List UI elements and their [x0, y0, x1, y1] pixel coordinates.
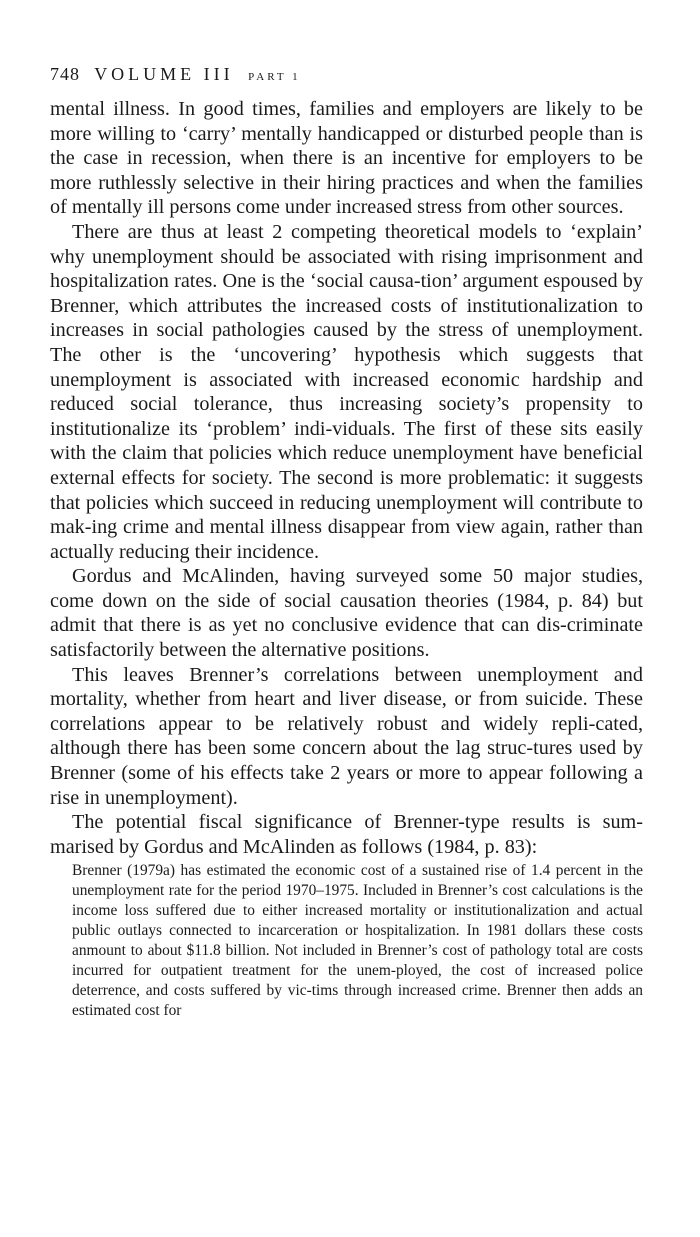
paragraph-continued: mental illness. In good times, families and employers are likely to be more willing to ‘carry’ mentally handicapped or disturbed people than is the case in recession, when there is an incentive for employers to be more ruthlessly selective in their hiring practices and when the families of mentally ill persons come under increased stress from other sources.: [50, 98, 643, 219]
block-quote: Brenner (1979a) has estimated the economic cost of a sustained rise of 1.4 percent in the unemployment rate for the period 1970–1975. Included in Brenner’s cost calculations is the income loss suffered due to either increased mortality or institutionalization and actual public outlays connected to incarceration or hospitalization. In 1981 dollars these costs anmount to about $11.8 billion. Not included in Brenner’s cost of pathology total are costs incurred for outpatient treatment for the unem-ployed, the cost of increased police deterrence, and costs suffered by vic-tims through increased crime. Brenner then adds an estimated cost for: [72, 862, 643, 1019]
paragraph-gordus-mcalinden: Gordus and McAlinden, having surveyed some 50 major studies, come down on the side of social causation theories (1984, p. 84) but admit that there is as yet no conclusive evidence that can dis-criminate satisfactorily between the alternative positions.: [50, 565, 643, 662]
paragraph-fiscal-significance: The potential fiscal significance of Brenner-type results is sum-marised by Gordus and McAlinden as follows (1984, p. 83):: [50, 811, 643, 858]
page-number: 748: [50, 64, 80, 84]
part-label: PART 1: [248, 71, 301, 83]
volume-label: VOLUME III: [94, 64, 234, 84]
running-head: [50, 64, 643, 85]
book-page: [50, 64, 643, 1021]
paragraph-brenner-correlations: This leaves Brenner’s correlations between unemployment and mortality, whether from heart and liver disease, or from suicide. These correlations appear to be relatively robust and widely repli-cated, although there has been some concern about the lag struc-tures used by Brenner (some of his effects take 2 years or more to appear following a rise in unemployment).: [50, 663, 643, 809]
paragraph-competing-models: There are thus at least 2 competing theoretical models to ‘explain’ why unemployment should be associated with rising imprisonment and hospitalization rates. One is the ‘social causa-tion’ argument espoused by Brenner, which attributes the increased costs of institutionalization to increases in social pathologies caused by the stress of unemployment. The other is the ‘uncovering’ hypothesis which suggests that unemployment is associated with increased economic hardship and reduced social tolerance, thus increasing society’s propensity to institutionalize its ‘problem’ indi-viduals. The first of these sits easily with the claim that policies which reduce unemployment have beneficial external effects for society. The second is more problematic: it suggests that policies which succeed in reducing unemployment will contribute to mak-ing crime and mental illness disappear from view again, rather than actually reducing their incidence.: [50, 220, 643, 563]
